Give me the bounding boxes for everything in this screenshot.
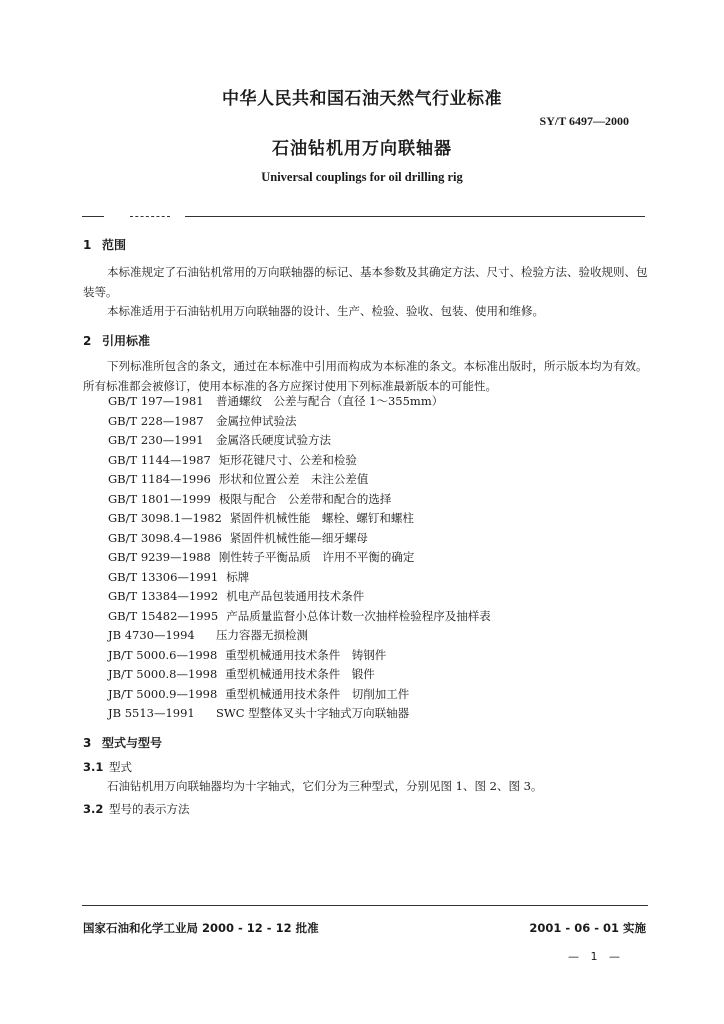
standard-title: 金属洛氏硬度试验方法 — [216, 433, 331, 447]
subsection-3-1-paragraph — [83, 776, 649, 796]
list-item — [108, 685, 491, 705]
footer-divider — [82, 905, 648, 906]
section-2-heading — [83, 332, 150, 349]
approval-info: 国家石油和化学工业局 2000 - 12 - 12 批准 — [83, 921, 319, 935]
list-item — [108, 548, 491, 568]
standard-code: GB/T 15482—1995 — [108, 608, 219, 623]
list-item — [108, 412, 491, 432]
list-item — [108, 509, 491, 529]
standard-code: JB/T 5000.9—1998 — [108, 686, 218, 701]
standard-title: 标牌 — [226, 569, 250, 584]
standard-title: 金属拉伸试验法 — [216, 413, 297, 428]
standard-title: 产品质量监督小总体计数一次抽样检验程序及抽样表 — [226, 608, 491, 623]
subsection-title: 型号的表示方法 — [109, 802, 190, 816]
section-1-paragraph-2 — [83, 301, 649, 321]
section-2-intro — [83, 356, 649, 396]
standard-code: GB/T 13384—1992 — [108, 589, 219, 603]
standard-code: GB/T 230—1991 — [108, 433, 204, 447]
list-item — [108, 665, 491, 685]
standard-code: JB 4730—1994 — [108, 628, 195, 642]
standard-title: 重型机械通用技术条件 铸钢件 — [225, 647, 387, 662]
section-3-heading — [83, 734, 162, 751]
standard-title: 机电产品包装通用技术条件 — [226, 589, 365, 603]
standard-code: GB/T 13306—1991 — [108, 569, 219, 584]
list-item — [108, 431, 491, 451]
standard-title: 形状和位置公差 未注公差值 — [218, 472, 369, 486]
section-number: 3 — [83, 736, 92, 750]
subsection-3-1-heading — [83, 759, 132, 775]
section-number: 1 — [83, 238, 92, 252]
standard-code: GB/T 228—1987 — [108, 413, 204, 428]
header-divider — [130, 216, 170, 217]
section-1-paragraph-1 — [83, 262, 649, 302]
header-divider — [82, 216, 104, 217]
standard-code: JB/T 5000.6—1998 — [108, 647, 218, 662]
list-item — [108, 704, 491, 724]
header-divider — [185, 216, 645, 217]
standard-title: 紧固件机械性能—细牙螺母 — [229, 530, 368, 545]
section-number: 2 — [83, 334, 92, 348]
standard-title: 紧固件机械性能 螺栓、螺钉和螺柱 — [229, 511, 414, 525]
standard-code: SY/T 6497—2000 — [539, 114, 629, 128]
standard-title: 极限与配合 公差带和配合的选择 — [218, 491, 392, 506]
document-subtitle: Universal couplings for oil drilling rig — [261, 170, 463, 184]
list-item — [108, 607, 491, 627]
standard-title: 重型机械通用技术条件 切削加工件 — [225, 686, 410, 701]
standard-code: JB/T 5000.8—1998 — [108, 667, 218, 681]
standard-category-title: 中华人民共和国石油天然气行业标准 — [222, 89, 502, 109]
subsection-3-2-heading — [83, 801, 190, 817]
standard-code: GB/T 1801—1999 — [108, 491, 211, 506]
standard-code: JB 5513—1991 — [108, 706, 195, 720]
section-1-heading — [83, 236, 126, 253]
standard-title: 重型机械通用技术条件 锻件 — [225, 667, 375, 681]
list-item — [108, 587, 491, 607]
section-title: 引用标准 — [102, 334, 151, 348]
document-title: 石油钻机用万向联轴器 — [272, 139, 452, 159]
list-item — [108, 392, 491, 412]
subsection-number: 3.2 — [83, 802, 104, 816]
section-title: 范围 — [102, 238, 127, 252]
list-item — [108, 568, 491, 588]
list-item — [108, 646, 491, 666]
standard-code: GB/T 1184—1996 — [108, 472, 211, 486]
standard-code: GB/T 9239—1988 — [108, 550, 211, 564]
page-number: — 1 — — [568, 950, 624, 963]
list-item — [108, 529, 491, 549]
standard-title: 矩形花键尺寸、公差和检验 — [218, 452, 357, 467]
list-item — [108, 626, 491, 646]
standard-title: 刚性转子平衡品质 许用不平衡的确定 — [218, 550, 415, 564]
subsection-number: 3.1 — [83, 760, 104, 774]
paragraph-text: 本标准规定了石油钻机常用的万向联轴器的标记、基本参数及其确定方法、尺寸、检验方法、验收规则、包装等。 — [83, 265, 648, 299]
list-item — [108, 490, 491, 510]
referenced-standards-list — [108, 392, 491, 724]
section-title: 型式与型号 — [102, 736, 163, 750]
standard-code: GB/T 3098.1—1982 — [108, 511, 222, 525]
standard-code: GB/T 197—1981 — [108, 394, 204, 408]
standard-title: 压力容器无损检测 — [216, 628, 308, 642]
standard-title: 普通螺纹 公差与配合（直径 1～355mm） — [216, 394, 444, 408]
standard-code: GB/T 3098.4—1986 — [108, 530, 222, 545]
standard-code: GB/T 1144—1987 — [108, 452, 211, 467]
subsection-title: 型式 — [109, 760, 132, 774]
list-item — [108, 451, 491, 471]
paragraph-text: 石油钻机用万向联轴器均为十字轴式，它们分为三种型式，分别见图 1、图 2、图 3。 — [107, 779, 543, 793]
list-item — [108, 470, 491, 490]
paragraph-text: 本标准适用于石油钻机用万向联轴器的设计、生产、检验、验收、包装、使用和维修。 — [107, 304, 544, 318]
paragraph-text: 下列标准所包含的条文，通过在本标准中引用而构成为本标准的条文。本标准出版时，所示版本均为有效。所有标准都会被修订，使用本标准的各方应探讨使用下列标准最新版本的可能性。 — [83, 359, 648, 393]
standard-title: SWC 型整体叉头十字轴式万向联轴器 — [216, 706, 410, 720]
effective-date: 2001 - 06 - 01 实施 — [529, 921, 646, 935]
